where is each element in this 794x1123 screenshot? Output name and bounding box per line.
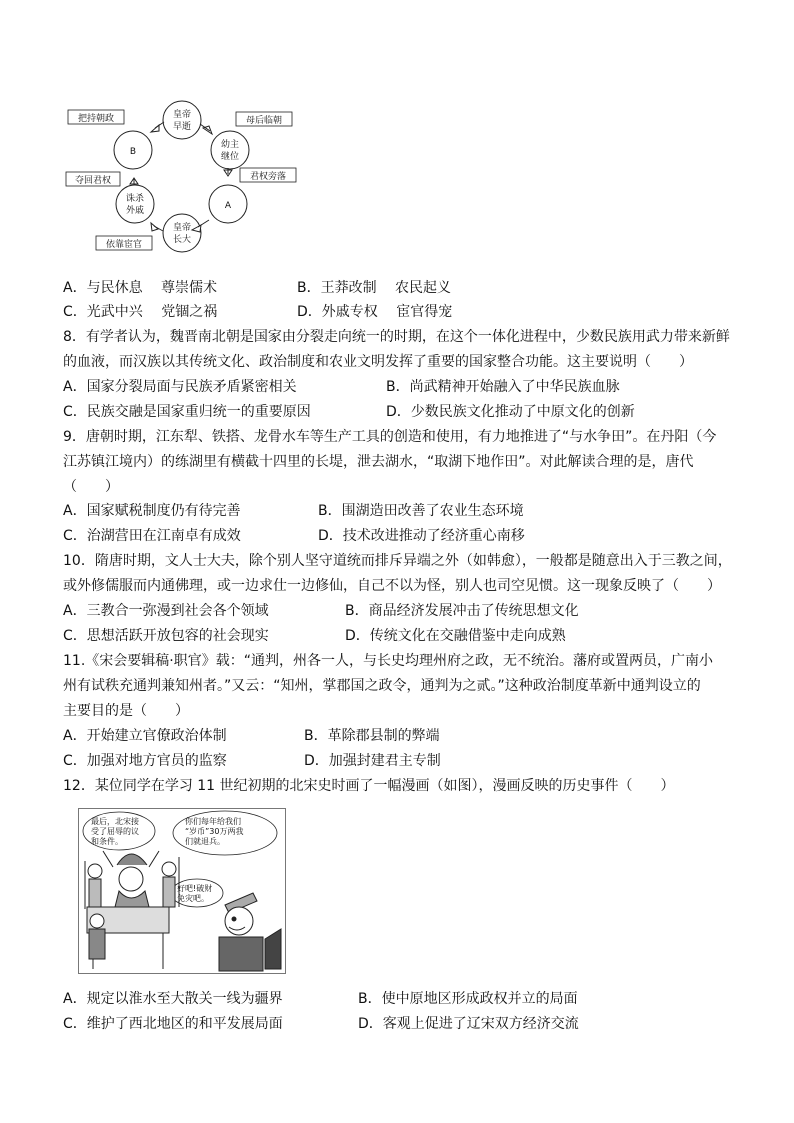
bubble-text: 们就退兵。 xyxy=(185,837,225,846)
label-hold-power: 把持朝政 xyxy=(77,114,115,124)
label-empress: 母后临朝 xyxy=(245,116,283,126)
q11-stem-line: 主要目的是（ ） xyxy=(63,703,189,719)
node-text: 诛杀 xyxy=(125,194,145,204)
q9-option-b: B．围湖造田改善了农业生态环境 xyxy=(318,503,524,519)
q11-option-c: C．加强对地方官员的监察 xyxy=(63,753,227,769)
bubble-text: 免灾吧。 xyxy=(177,894,209,903)
q8-option-b: B．尚武精神开始融入了中华民族血脉 xyxy=(386,379,620,395)
q12-option-c: C．维护了西北地区的和平发展局面 xyxy=(63,1016,283,1032)
q9-stem-line: 江苏镇江境内）的练湖里有横截十四里的长堤，泄去湖水，“取湖下地作田”。对此解读合理的是，唐代 xyxy=(63,454,694,470)
node-text: 继位 xyxy=(220,152,240,162)
q11-option-d: D．加强封建君主专制 xyxy=(304,753,441,769)
node-text: B xyxy=(129,147,137,157)
node-text: 皇帝 xyxy=(172,223,192,233)
node-text: 长大 xyxy=(172,235,192,245)
label-regain: 夺回君权 xyxy=(74,176,112,186)
bubble-text: 受了屈辱的议 xyxy=(91,827,139,836)
q8-option-d: D．少数民族文化推动了中原文化的创新 xyxy=(386,404,635,420)
q9-option-d: D．技术改进推动了经济重心南移 xyxy=(318,528,525,544)
node-text: 幼主 xyxy=(220,140,240,150)
q8-option-c: C．民族交融是国家重归统一的重要原因 xyxy=(63,404,311,420)
q7-option-b: B．王莽改制 农民起义 xyxy=(297,280,452,296)
q12-option-a: A．规定以淮水至大散关一线为疆界 xyxy=(63,991,283,1007)
bubble-text: “岁币”30万两我 xyxy=(185,827,244,836)
bubble-text: 好吧!破财 xyxy=(177,884,213,893)
q7-option-a: A．与民休息 尊崇儒术 xyxy=(63,280,218,296)
q8-stem-line: 8．有学者认为，魏晋南北朝是国家由分裂走向统一的时期，在这个一体化进程中，少数民族用武力带来新鲜 xyxy=(63,329,730,345)
cartoon-image xyxy=(78,808,286,974)
q9-option-a: A．国家赋税制度仍有待完善 xyxy=(63,503,241,519)
bubble-text: 和条件。 xyxy=(91,837,123,846)
q10-option-d: D．传统文化在交融借鉴中走向成熟 xyxy=(345,628,566,644)
q7-option-d: D．外戚专权 宦官得宠 xyxy=(297,304,453,320)
bubble-text: 最后，北宋接 xyxy=(91,817,139,826)
q12-option-b: B．使中原地区形成政权并立的局面 xyxy=(358,991,578,1007)
node-text: 早逝 xyxy=(172,122,192,132)
bubble-text: 你们每年给我们 xyxy=(185,817,241,826)
q10-stem-line: 或外修儒服而内通佛理，或一边求仕一边修仙，自己不以为怪，别人也司空见惯。这一现象反映了（ ） xyxy=(63,578,721,594)
q12-option-d: D．客观上促进了辽宋双方经济交流 xyxy=(358,1016,579,1032)
q11-stem-line: 11.《宋会要辑稿·职官》载：“通判，州各一人，与长史均理州府之政，无不统治。藩府或置两员，广南小 xyxy=(63,653,713,669)
label-decline: 君权旁落 xyxy=(249,172,287,182)
q8-option-a: A．国家分裂局面与民族矛盾紧密相关 xyxy=(63,379,297,395)
cycle-diagram xyxy=(60,100,300,260)
q7-option-c: C．光武中兴 党锢之祸 xyxy=(63,304,218,320)
node-kill-relatives xyxy=(116,185,154,223)
q10-stem-line: 10．隋唐时期，文人士大夫，除个别人坚守道统而排斥异端之外（如韩愈），一般都是随意出入于三教之间， xyxy=(63,553,732,569)
q11-stem-line: 州有试秩充通判兼知州者。”又云：“知州，掌郡国之政令，通判为之贰。”这种政治制度革新中通判设立的 xyxy=(63,678,701,694)
q10-option-a: A．三教合一弥漫到社会各个领域 xyxy=(63,603,269,619)
cartoon-figures xyxy=(85,851,281,971)
q8-stem-line: 的血液，而汉族以其传统文化、政治制度和农业文明发挥了重要的国家整合功能。这主要说明（ ） xyxy=(63,354,693,370)
q11-option-a: A．开始建立官僚政治体制 xyxy=(63,728,227,744)
q11-option-b: B．革除郡县制的弊端 xyxy=(304,728,440,744)
q12-stem-line: 12．某位同学在学习 11 世纪初期的北宋史时画了一幅漫画（如图），漫画反映的历史事件（ ） xyxy=(63,778,675,794)
node-emperor-early-death xyxy=(163,101,201,139)
q9-option-c: C．治湖营田在江南卓有成效 xyxy=(63,528,241,544)
q9-stem-line: （ ） xyxy=(63,479,119,495)
node-text: A xyxy=(224,201,232,211)
node-emperor-grown xyxy=(163,214,201,252)
label-eunuch: 依靠宦官 xyxy=(105,240,143,250)
q10-option-c: C．思想活跃开放包容的社会现实 xyxy=(63,628,269,644)
q9-stem-line: 9．唐朝时期，江东犁、铁搭、龙骨水车等生产工具的创造和使用，有力地推进了“与水争田”。在丹阳（今 xyxy=(63,429,717,445)
node-text: 外戚 xyxy=(125,206,145,216)
node-text: 皇帝 xyxy=(172,110,192,120)
node-young-ruler xyxy=(211,131,249,169)
q10-option-b: B．商品经济发展冲击了传统思想文化 xyxy=(345,603,579,619)
